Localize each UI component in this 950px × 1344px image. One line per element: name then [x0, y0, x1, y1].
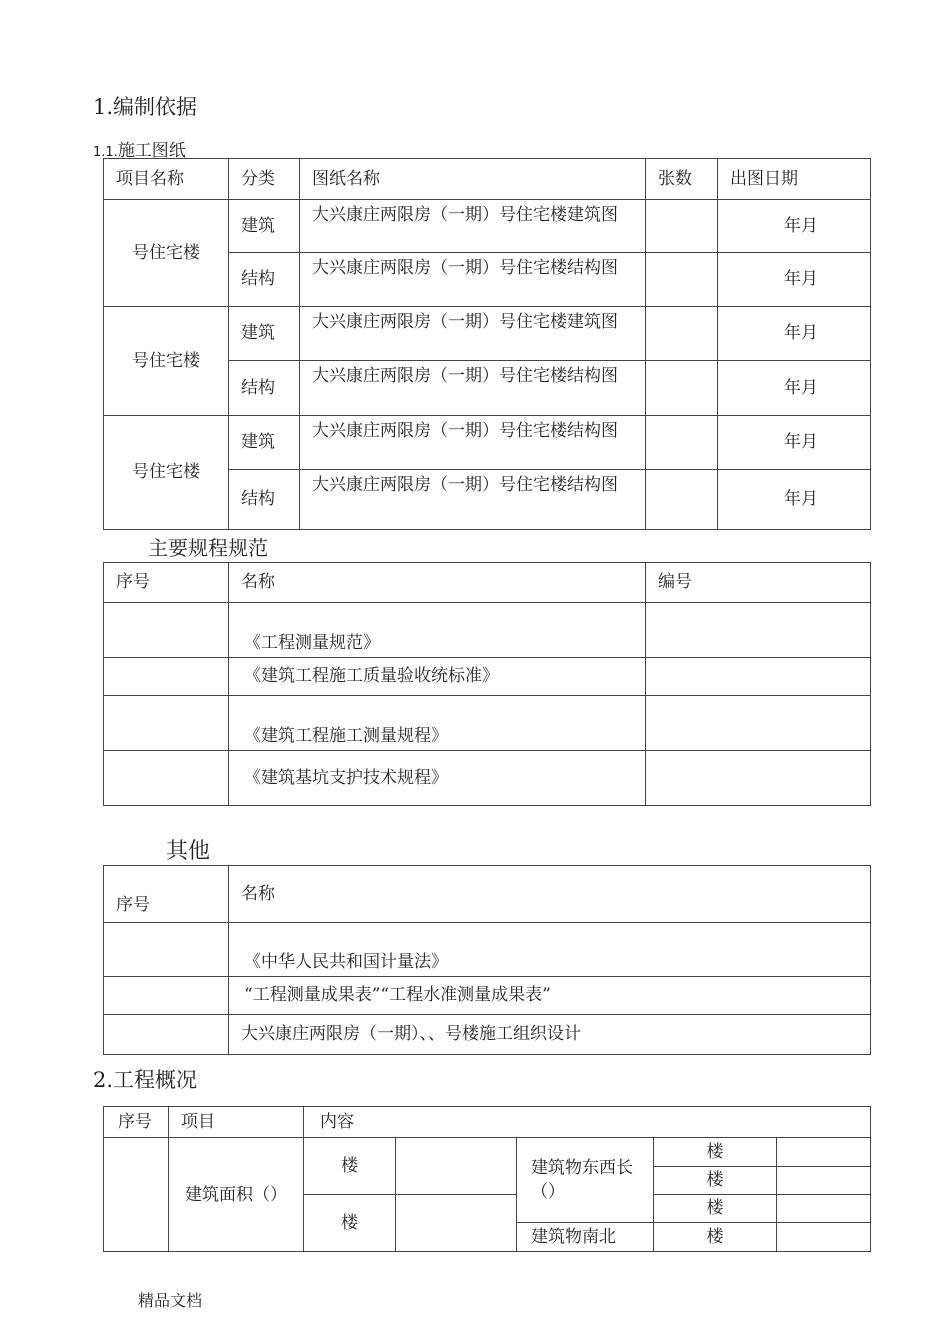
- count-cell: [646, 416, 718, 470]
- header-count: 张数: [646, 159, 718, 200]
- count-cell: [646, 470, 718, 530]
- serial-cell: [104, 696, 229, 751]
- building-area-label: 建筑面积（）: [169, 1138, 304, 1252]
- serial-cell: [104, 923, 229, 977]
- table-row: [104, 1138, 871, 1167]
- header-name: 名称: [229, 563, 646, 603]
- category-cell: 结构: [229, 470, 300, 530]
- building-label: 楼: [304, 1195, 396, 1252]
- drawing-name-cell: 大兴康庄两限房（一期）号住宅楼建筑图: [300, 200, 646, 253]
- value-cell: [396, 1195, 517, 1252]
- east-west-length-label: 建筑物东西长（）: [517, 1138, 654, 1223]
- category-cell: 结构: [229, 253, 300, 307]
- section-1-1-title: 施工图纸: [117, 141, 186, 161]
- table-row: [104, 923, 871, 977]
- others-title: 其他: [166, 839, 211, 864]
- other-name-cell: 《中华人民共和国计量法》: [229, 923, 871, 977]
- header-project-name: 项目名称: [104, 159, 229, 200]
- category-cell: 建筑: [229, 200, 300, 253]
- count-cell: [646, 253, 718, 307]
- table-row: [104, 307, 871, 361]
- header-category: 分类: [229, 159, 300, 200]
- header-code: 编号: [646, 563, 871, 603]
- table-row: [104, 658, 871, 696]
- table-row: [104, 200, 871, 253]
- section-2-title: 2.工程概况: [93, 1068, 198, 1092]
- project-cell: 号住宅楼: [104, 200, 229, 307]
- table-header-row: [104, 1107, 871, 1138]
- header-item: 项目: [169, 1107, 304, 1138]
- drawing-name-cell: 大兴康庄两限房（一期）号住宅楼结构图: [300, 470, 646, 530]
- table-header-row: [104, 866, 871, 923]
- category-cell: 建筑: [229, 307, 300, 361]
- serial-cell: [104, 751, 229, 806]
- others-table: [103, 865, 871, 1055]
- building-label: 楼: [654, 1223, 777, 1252]
- value-cell: [396, 1138, 517, 1195]
- building-label: 楼: [654, 1138, 777, 1167]
- table-header-row: [104, 159, 871, 200]
- project-cell: 号住宅楼: [104, 416, 229, 530]
- table-row: [104, 416, 871, 470]
- header-content: 内容: [304, 1107, 871, 1138]
- other-name-cell: 大兴康庄两限房（一期）、、号楼施工组织设计: [229, 1015, 871, 1055]
- value-cell: [777, 1138, 871, 1167]
- date-cell: 年月: [718, 470, 871, 530]
- overview-table: [103, 1106, 871, 1252]
- north-south-label: 建筑物南北: [517, 1223, 654, 1252]
- standards-title: 主要规程规范: [148, 536, 268, 560]
- header-issue-date: 出图日期: [718, 159, 871, 200]
- serial-cell: [104, 977, 229, 1015]
- date-cell: 年月: [718, 307, 871, 361]
- footer-text: 精品文档: [138, 1291, 203, 1310]
- building-label: 楼: [654, 1195, 777, 1223]
- date-cell: 年月: [718, 361, 871, 416]
- standard-name-cell: 《工程测量规范》: [229, 603, 646, 658]
- serial-cell: [104, 1138, 169, 1252]
- standard-name-cell: 《建筑基坑支护技术规程》: [229, 751, 646, 806]
- header-serial: 序号: [104, 1107, 169, 1138]
- header-name: 名称: [229, 866, 871, 923]
- other-name-cell: “工程测量成果表”“工程水准测量成果表”: [229, 977, 871, 1015]
- code-cell: [646, 696, 871, 751]
- drawings-table: [103, 158, 871, 530]
- count-cell: [646, 361, 718, 416]
- header-serial: 序号: [104, 866, 229, 923]
- count-cell: [646, 307, 718, 361]
- section-1-title: 1.编制依据: [93, 95, 198, 119]
- drawing-name-cell: 大兴康庄两限房（一期）号住宅楼结构图: [300, 361, 646, 416]
- drawing-name-cell: 大兴康庄两限房（一期）号住宅楼建筑图: [300, 307, 646, 361]
- date-cell: 年月: [718, 416, 871, 470]
- building-label: 楼: [304, 1138, 396, 1195]
- table-row: [104, 751, 871, 806]
- value-cell: [777, 1223, 871, 1252]
- drawing-name-cell: 大兴康庄两限房（一期）号住宅楼结构图: [300, 253, 646, 307]
- standard-name-cell: 《建筑工程施工质量验收统标准》: [229, 658, 646, 696]
- code-cell: [646, 751, 871, 806]
- table-row: [104, 977, 871, 1015]
- table-header-row: [104, 563, 871, 603]
- count-cell: [646, 200, 718, 253]
- standard-name-cell: 《建筑工程施工测量规程》: [229, 696, 646, 751]
- header-drawing-name: 图纸名称: [300, 159, 646, 200]
- serial-cell: [104, 1015, 229, 1055]
- serial-cell: [104, 658, 229, 696]
- date-cell: 年月: [718, 253, 871, 307]
- value-cell: [777, 1195, 871, 1223]
- project-cell: 号住宅楼: [104, 307, 229, 416]
- table-row: [104, 696, 871, 751]
- serial-cell: [104, 603, 229, 658]
- table-row: [104, 1015, 871, 1055]
- drawing-name-cell: 大兴康庄两限房（一期）号住宅楼结构图: [300, 416, 646, 470]
- code-cell: [646, 658, 871, 696]
- building-label: 楼: [654, 1167, 777, 1195]
- header-serial: 序号: [104, 563, 229, 603]
- table-row: [104, 603, 871, 658]
- date-cell: 年月: [718, 200, 871, 253]
- category-cell: 结构: [229, 361, 300, 416]
- category-cell: 建筑: [229, 416, 300, 470]
- section-1-1-number: 1.1.: [93, 145, 118, 160]
- value-cell: [777, 1167, 871, 1195]
- code-cell: [646, 603, 871, 658]
- standards-table: [103, 562, 871, 806]
